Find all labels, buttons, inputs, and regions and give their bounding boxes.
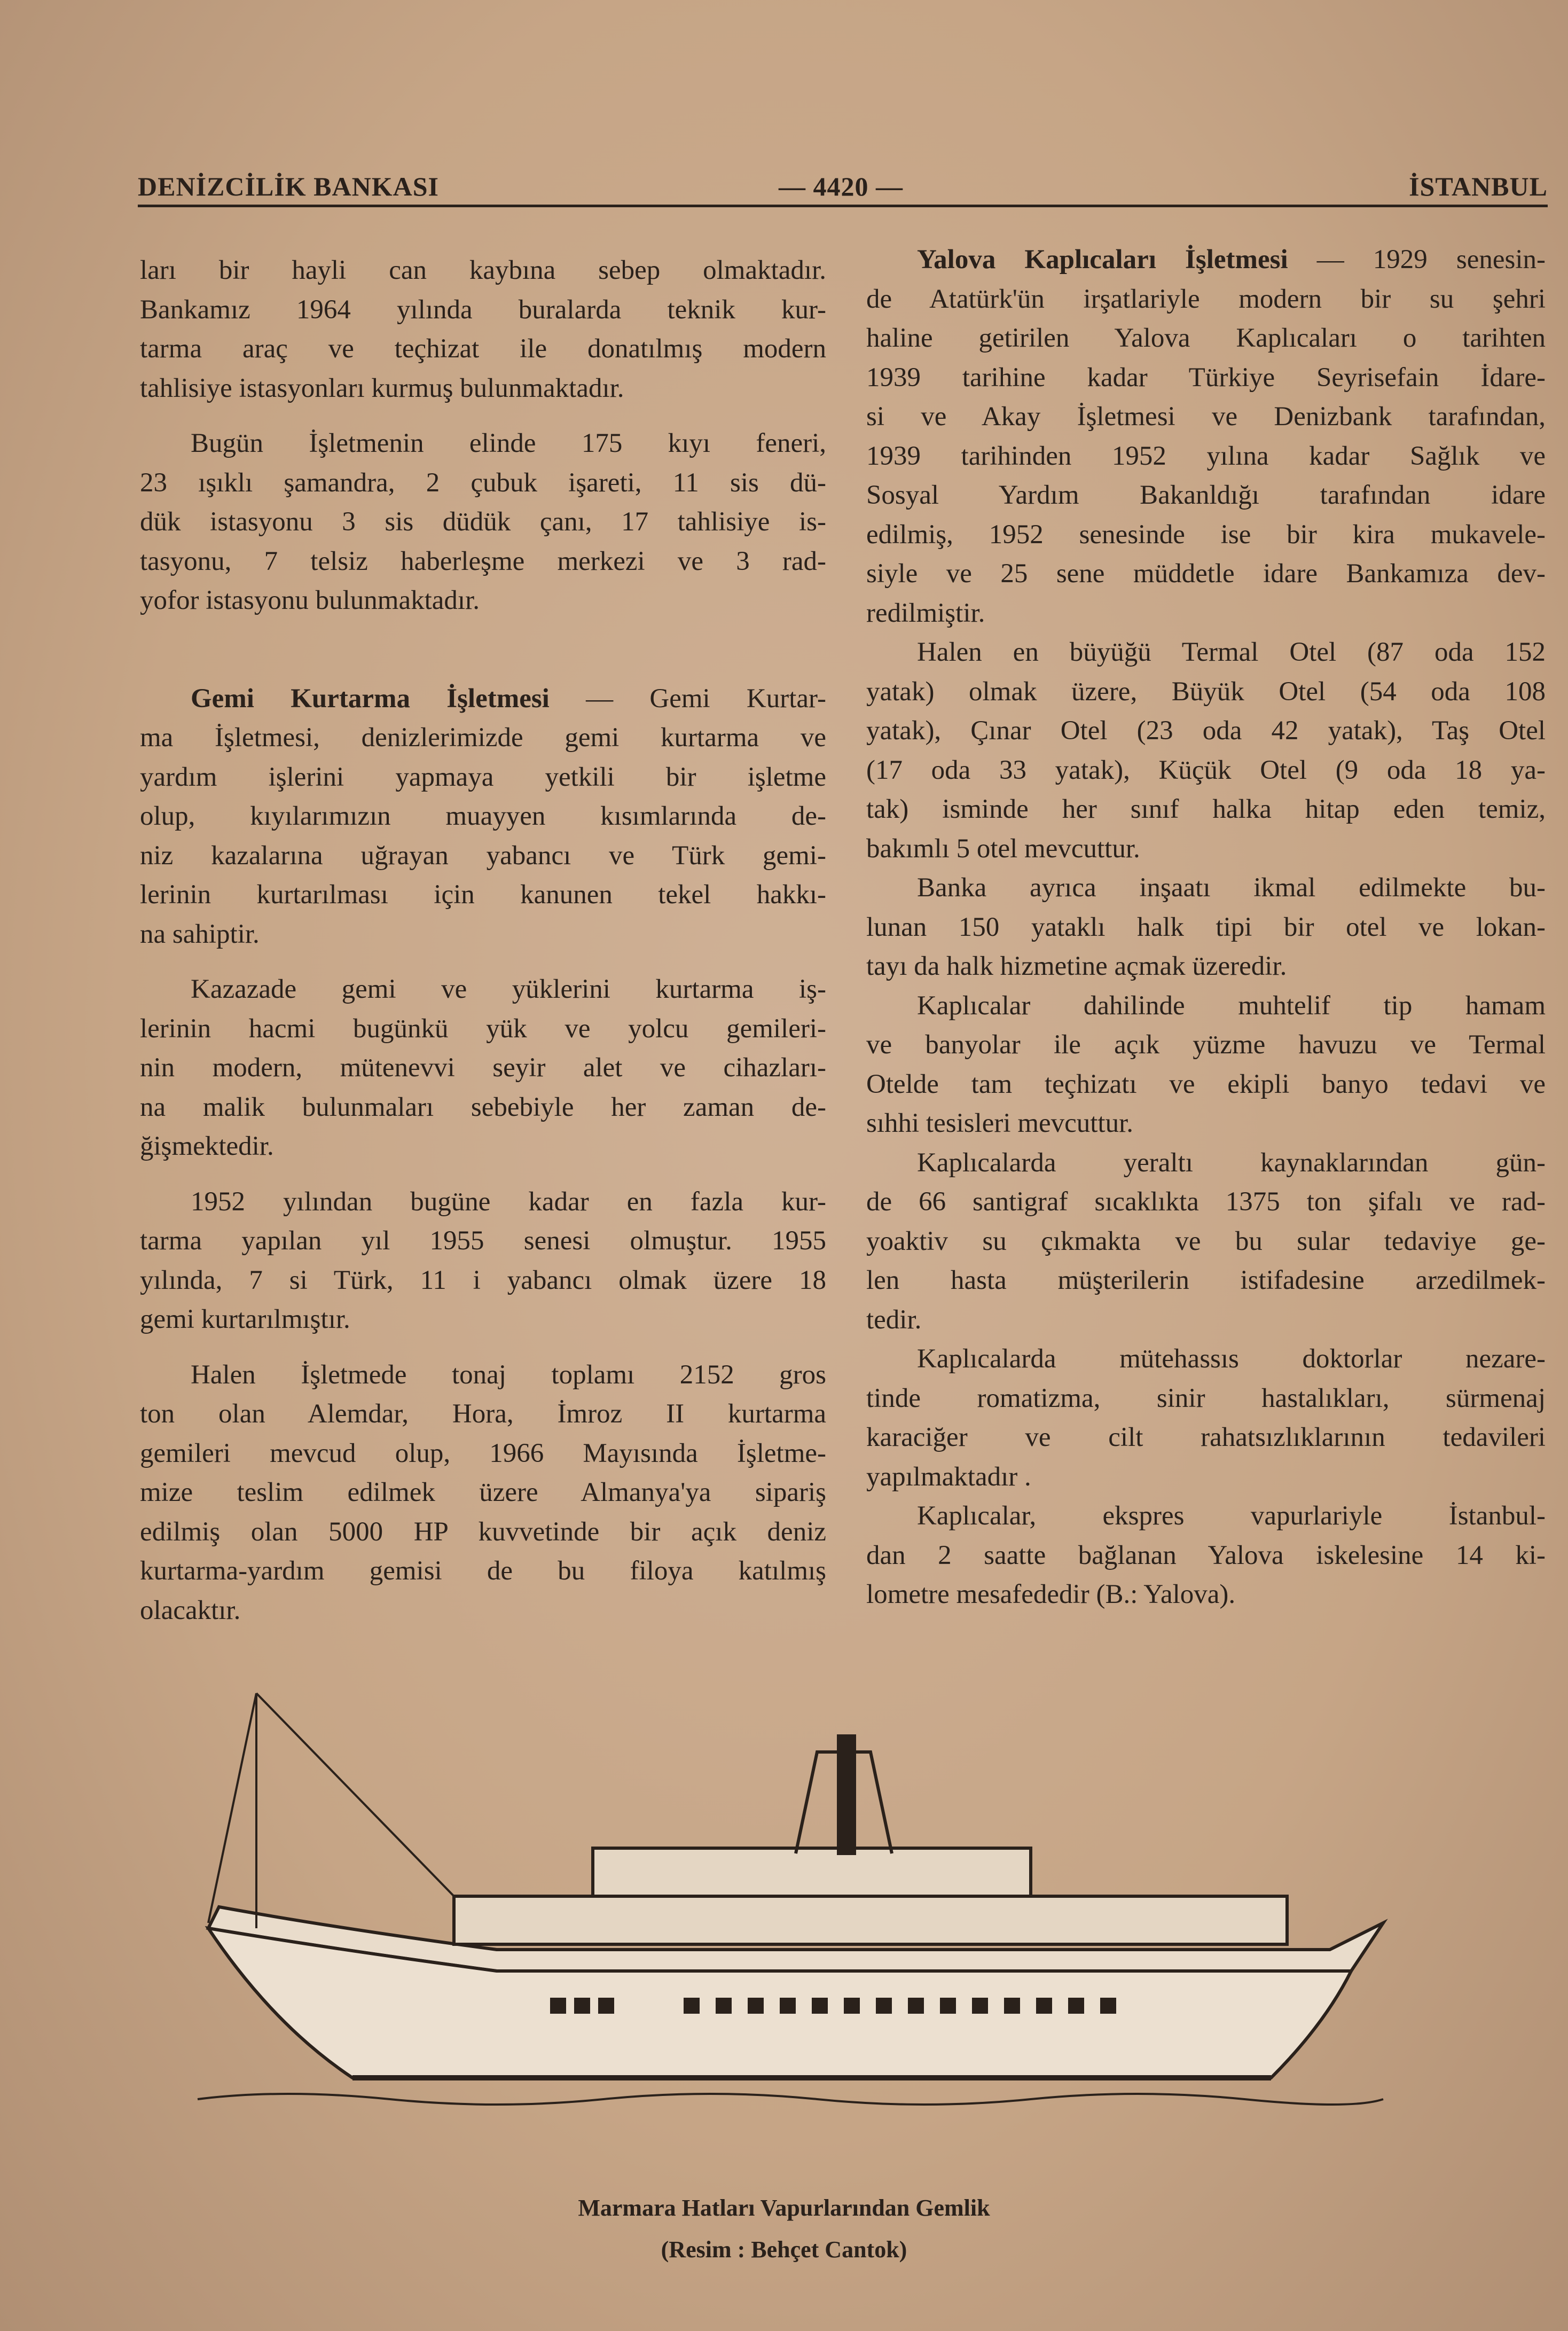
text-line: ğişmektedir. (140, 1131, 274, 1161)
text-line: Kaplıcalarda mütehassıs doktorlar nezare- (917, 1344, 1546, 1374)
paragraph (140, 1356, 826, 1631)
text-line: Bugün İşletmenin elinde 175 kıyı feneri, (191, 428, 826, 458)
text-line: olacaktır. (140, 1595, 241, 1625)
text-line: lerinin hacmi bugünkü yük ve yolcu gemileri- (140, 1013, 826, 1044)
text-line: na malik bulunmaları sebebiyle her zaman de- (140, 1092, 826, 1122)
text-line: lometre mesafededir (B.: Yalova). (866, 1579, 1236, 1609)
text-line: si ve Akay İşletmesi ve Denizbank tarafından, (866, 402, 1546, 432)
text-line: dük istasyonu 3 sis düdük çanı, 17 tahlisiye is- (140, 507, 826, 537)
paragraph (140, 970, 826, 1167)
text-line: 1939 tarihinden 1952 yılına kadar Sağlık ve (866, 441, 1546, 471)
text-line: yatak) olmak üzere, Büyük Otel (54 oda 108 (866, 676, 1546, 707)
text-line: ma İşletmesi, denizlerimizde gemi kurtarma ve (140, 723, 826, 753)
text-line: edilmiş olan 5000 HP kuvvetinde bir açık deniz (140, 1516, 826, 1547)
paragraph-body (140, 718, 826, 954)
text-line: nin modern, mütenevvi seyir alet ve cihazları- (140, 1053, 826, 1083)
text-line: Halen en büyüğü Termal Otel (87 oda 152 (917, 637, 1546, 667)
text-line: gemi kurtarılmıştır. (140, 1304, 350, 1334)
text-line: 23 ışıklı şamandra, 2 çubuk işareti, 11 sis dü- (140, 467, 826, 498)
paragraph (866, 987, 1546, 1144)
text-line: yılında, 7 si Türk, 11 i yabancı olmak üzere 18 (140, 1265, 826, 1295)
running-header (138, 170, 1548, 207)
text-line: gemileri mevcud olup, 1966 Mayısında İşletme- (140, 1438, 826, 1468)
paragraph (140, 1183, 826, 1340)
paragraph-gemi-kurtarma (140, 679, 826, 955)
right-column (866, 240, 1546, 1615)
text-line: na sahiptir. (140, 919, 260, 949)
paragraph (866, 1340, 1546, 1497)
text-line: dan 2 saatte bağlanan Yalova iskelesine 14 ki- (866, 1540, 1546, 1570)
paragraph (866, 1497, 1546, 1615)
text-line: tak) isminde her sınıf halka hitap eden temiz, (866, 794, 1546, 824)
text-line: yoaktiv su çıkmakta ve bu sular tedaviye ge- (866, 1226, 1546, 1256)
ship-upper-deck (593, 1848, 1031, 1896)
header-city: İSTANBUL (1409, 171, 1548, 201)
ship-rigging (208, 1693, 454, 1928)
text-line: karaciğer ve cilt rahatsızlıklarının tedavileri (866, 1422, 1546, 1452)
text-line: 1939 tarihine kadar Türkiye Seyrisefain İdare- (866, 362, 1546, 393)
text-line: Bankamız 1964 yılında buralarda teknik kur- (140, 294, 826, 325)
text-line: olup, kıyılarımızın muayyen kısımlarında de- (140, 801, 826, 831)
text-line: yofor istasyonu bulunmaktadır. (140, 585, 480, 615)
text-line: siyle ve 25 sene müddetle idare Bankamıza dev- (866, 559, 1546, 589)
paragraph-first-line (866, 240, 1546, 280)
text-line: Kaplıcalar dahilinde muhtelif tip hamam (917, 990, 1546, 1021)
text-line: yapılmaktadır . (866, 1461, 1031, 1492)
ship-illustration (176, 1672, 1394, 2131)
paragraph (140, 251, 826, 408)
section-heading: Gemi Kurtarma İşletmesi (191, 683, 550, 714)
text-line: Halen İşletmede tonaj toplamı 2152 gros (191, 1359, 826, 1390)
text-line: lerinin kurtarılması için kanunen tekel hakkı- (140, 880, 826, 910)
water-line (198, 2094, 1383, 2105)
header-publication: DENİZCİLİK BANKASI (138, 171, 439, 201)
ship-superstructure (454, 1896, 1287, 1944)
illustration-caption: Marmara Hatları Vapurlarından Gemlik (578, 2195, 990, 2221)
text-line: niz kazalarına uğrayan yabancı ve Türk gemi- (140, 840, 826, 871)
text-line: Banka ayrıca inşaatı ikmal edilmekte bu- (917, 873, 1546, 903)
paragraph (866, 1144, 1546, 1340)
text-line: tayı da halk hizmetine açmak üzeredir. (866, 951, 1287, 981)
text-line: tedir. (866, 1304, 922, 1335)
text-line: de 66 santigraf sıcaklıkta 1375 ton şifalı ve rad- (866, 1187, 1546, 1217)
paragraph (140, 424, 826, 621)
text-line: tahlisiye istasyonları kurmuş bulunmaktadır. (140, 373, 624, 403)
left-column (140, 251, 826, 1646)
text-line: kurtarma-yardım gemisi de bu filoya katılmış (140, 1556, 826, 1586)
paragraph-yalova (866, 240, 1546, 633)
text-line: Kaplıcalar, ekspres vapurlariyle İstanbul- (917, 1501, 1546, 1531)
header-rule (138, 205, 1548, 207)
text-line: mize teslim edilmek üzere Almanya'ya sipariş (140, 1477, 826, 1507)
paragraph-body (866, 280, 1546, 633)
text-line: ları bir hayli can kaybına sebep olmaktadır. (140, 255, 826, 285)
text-line: edilmiş, 1952 senesinde ise bir kira mukavele- (866, 519, 1546, 550)
text-line: len hasta müşterilerin istifadesine arzedilmek- (866, 1265, 1546, 1295)
text-line: lunan 150 yataklı halk tipi bir otel ve lokan- (866, 912, 1546, 942)
text-line: ton olan Alemdar, Hora, İmroz II kurtarma (140, 1399, 826, 1429)
paragraph (866, 869, 1546, 987)
header-page-number: — 4420 — (779, 171, 903, 201)
text-line: (17 oda 33 yatak), Küçük Otel (9 oda 18 ya- (866, 755, 1546, 785)
text-line: yatak), Çınar Otel (23 oda 42 yatak), Taş Otel (866, 716, 1546, 746)
paragraph (866, 633, 1546, 869)
text-line: Sosyal Yardım Bakanldığı tarafından idare (866, 480, 1546, 510)
text-line: tasyonu, 7 telsiz haberleşme merkezi ve 3 rad- (140, 546, 826, 576)
line-text: — 1929 senesin- (1288, 245, 1546, 275)
section-heading: Yalova Kaplıcaları İşletmesi (917, 245, 1288, 275)
text-line: Otelde tam teçhizatı ve ekipli banyo tedavi ve (866, 1069, 1546, 1099)
text-line: Kaplıcalarda yeraltı kaynaklarından gün- (917, 1147, 1546, 1178)
text-line: sıhhi tesisleri mevcuttur. (866, 1108, 1134, 1138)
text-line: de Atatürk'ün irşatlariyle modern bir su şehri (866, 284, 1546, 314)
text-line: tarma araç ve teçhizat ile donatılmış modern (140, 334, 826, 364)
text-line: Kazazade gemi ve yüklerini kurtarma iş- (191, 974, 826, 1004)
text-line: 1952 yılından bugüne kadar en fazla kur- (191, 1186, 826, 1217)
text-line: tinde romatizma, sinir hastalıkları, sürmenaj (866, 1383, 1546, 1413)
text-line: haline getirilen Yalova Kaplıcaları o tarihten (866, 323, 1546, 353)
text-line: tarma yapılan yıl 1955 senesi olmuştur. 1955 (140, 1226, 826, 1256)
text-line: bakımlı 5 otel mevcuttur. (866, 833, 1140, 864)
paragraph-first-line (140, 679, 826, 719)
illustration-credit: (Resim : Behçet Cantok) (661, 2236, 907, 2263)
text-line: ve banyolar ile açık yüzme havuzu ve Termal (866, 1030, 1546, 1060)
text-line: redilmiştir. (866, 598, 985, 628)
line-text: — Gemi Kurtar- (549, 683, 826, 714)
text-line: yardım işlerini yapmaya yetkili bir işletme (140, 762, 826, 792)
